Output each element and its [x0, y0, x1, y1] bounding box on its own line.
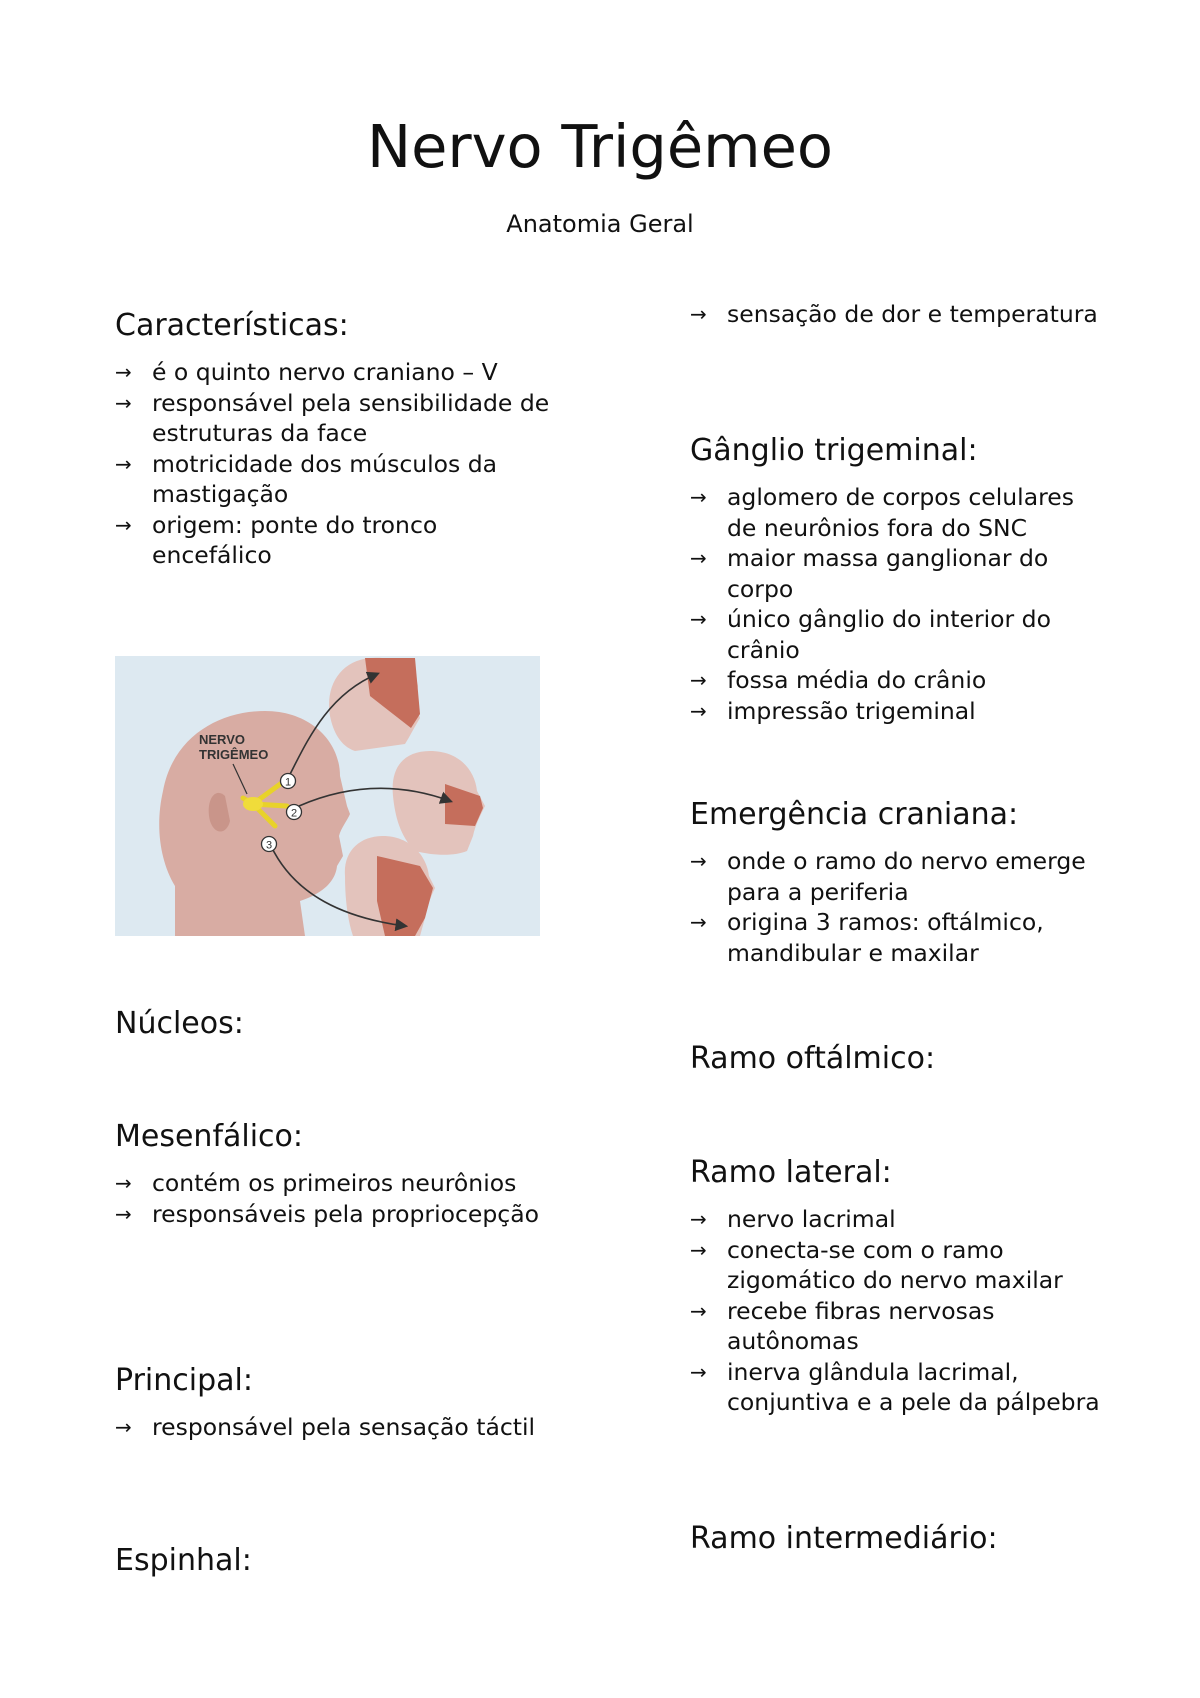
list-item-text: maior massa ganglionar do corpo: [727, 544, 1049, 603]
list-item: [115, 388, 560, 449]
list-item-text: fossa média do crânio: [727, 666, 987, 694]
arrow-bullet-icon: →: [115, 390, 132, 415]
section-heading: Ramo intermediário:: [690, 1521, 998, 1556]
list-item: [115, 357, 560, 388]
figure-label-line1: NERVO: [199, 732, 245, 747]
arrow-bullet-icon: →: [690, 668, 707, 692]
bullet-list: [115, 1412, 560, 1443]
list-item: [690, 543, 1110, 604]
marker-2: [287, 805, 302, 820]
small-head-middle: [393, 751, 485, 855]
section-nucleos: [115, 1005, 560, 1043]
bullet-list: [115, 357, 560, 571]
list-item: [690, 299, 1110, 330]
marker-3: [262, 837, 277, 852]
list-item-text: onde o ramo do nervo emerge para a periferia: [727, 847, 1086, 906]
list-item-text: sensação de dor e temperatura: [727, 300, 1098, 328]
section-heading: Núcleos:: [115, 1006, 244, 1041]
list-item-text: origem: ponte do tronco encefálico: [152, 510, 438, 569]
list-item: [690, 846, 1110, 907]
bullet-list: [690, 1204, 1110, 1418]
arrow-bullet-icon: →: [690, 1207, 707, 1231]
bullet-list: [115, 1168, 560, 1229]
arrow-bullet-icon: →: [690, 849, 707, 873]
list-item-text: conecta-se com o ramo zigomático do nervo maxilar: [727, 1235, 1063, 1294]
bullet-list: [690, 846, 1110, 968]
list-item: [690, 907, 1110, 968]
section-ramo-oftalmico: [690, 1040, 1110, 1078]
list-item-text: é o quinto nervo craniano – V: [152, 358, 498, 386]
svg-text:3: 3: [265, 839, 273, 852]
section-heading: Principal:: [115, 1363, 253, 1398]
section-mesenfalico: [115, 1118, 560, 1229]
svg-text:2: 2: [290, 807, 298, 820]
arrow-bullet-icon: →: [690, 1298, 707, 1323]
list-item-text: responsável pela sensação táctil: [152, 1413, 536, 1441]
section-ganglio-trigeminal: [690, 432, 1110, 726]
section-principal: [115, 1362, 560, 1443]
arrow-bullet-icon: →: [115, 451, 132, 476]
figure-label-line2: TRIGÊMEO: [199, 747, 269, 762]
list-item: [690, 665, 1110, 696]
list-item-text: único gânglio do interior do crânio: [727, 605, 1051, 664]
list-item: [690, 1204, 1110, 1235]
section-espinhal-continued: [690, 299, 1110, 330]
arrow-bullet-icon: →: [115, 512, 132, 537]
list-item-text: motricidade dos músculos da mastigação: [152, 449, 498, 508]
list-item-text: responsáveis pela propriocepção: [152, 1199, 539, 1228]
list-item-text: recebe fibras nervosas autônomas: [727, 1296, 995, 1355]
bullet-list: [690, 482, 1110, 726]
main-head-shape: [159, 711, 350, 936]
arrow-bullet-icon: →: [115, 1415, 132, 1439]
list-item-text: impressão trigeminal: [727, 696, 976, 725]
page-subtitle: Anatomia Geral: [506, 210, 694, 238]
arrow-bullet-icon: →: [690, 1359, 707, 1384]
list-item-text: contém os primeiros neurônios: [152, 1169, 517, 1197]
section-espinhal: [115, 1542, 560, 1580]
arrow-bullet-icon: →: [115, 1201, 132, 1226]
arrow-bullet-icon: →: [115, 360, 132, 384]
list-item: [115, 1168, 560, 1199]
list-item: [690, 1357, 1110, 1418]
list-item: [690, 1235, 1110, 1296]
page-title: Nervo Trigêmeo: [366, 112, 834, 181]
section-ramo-lateral: [690, 1154, 1110, 1418]
section-heading: Emergência craniana:: [690, 797, 1019, 832]
section-heading: Ramo oftálmico:: [690, 1041, 936, 1076]
list-item: [115, 510, 560, 571]
trigeminal-nerve-figure: [115, 656, 540, 936]
arrow-bullet-icon: →: [690, 910, 707, 934]
section-heading: Características:: [115, 308, 349, 343]
svg-text:1: 1: [284, 776, 292, 789]
section-heading: Ramo lateral:: [690, 1155, 892, 1190]
trigeminal-illustration: [115, 656, 540, 936]
arrow-bullet-icon: →: [690, 698, 707, 723]
list-item: [115, 1412, 560, 1443]
small-head-top: [329, 658, 420, 751]
arrow-bullet-icon: →: [115, 1171, 132, 1195]
section-heading: Gânglio trigeminal:: [690, 433, 978, 468]
section-heading: Espinhal:: [115, 1543, 252, 1578]
list-item: [690, 604, 1110, 665]
list-item-text: nervo lacrimal: [727, 1205, 896, 1233]
arrow-bullet-icon: →: [690, 1237, 707, 1262]
list-item-text: responsável pela sensibilidade de estruturas da face: [152, 388, 550, 447]
marker-1: [281, 774, 296, 789]
list-item-text: inerva glândula lacrimal, conjuntiva e a pele da pálpebra: [727, 1357, 1100, 1416]
arrow-bullet-icon: →: [690, 302, 707, 326]
arrow-bullet-icon: →: [690, 607, 707, 631]
arrow-bullet-icon: →: [690, 485, 707, 509]
list-item: [115, 1199, 560, 1230]
list-item-text: origina 3 ramos: oftálmico, mandibular e maxilar: [727, 908, 1044, 967]
section-emergencia-craniana: [690, 796, 1110, 968]
list-item: [115, 449, 560, 510]
section-heading: Mesenfálico:: [115, 1119, 304, 1154]
arrow-bullet-icon: →: [690, 546, 707, 570]
list-item: [690, 482, 1110, 543]
section-ramo-intermediario: [690, 1520, 1110, 1558]
list-item: [690, 1296, 1110, 1357]
list-item-text: aglomero de corpos celulares de neurônios fora do SNC: [727, 483, 1074, 542]
bullet-list: [690, 299, 1110, 330]
list-item: [690, 696, 1110, 727]
section-caracteristicas: [115, 307, 560, 571]
